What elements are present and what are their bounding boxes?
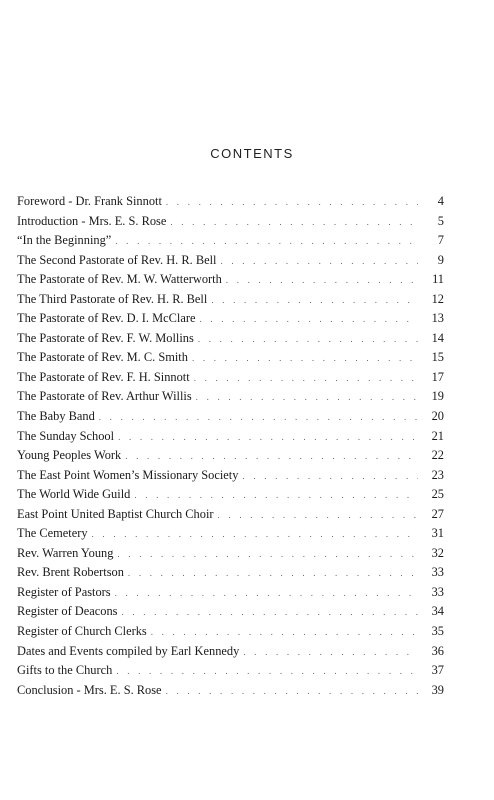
toc-entry xyxy=(17,602,444,622)
dot-leader xyxy=(166,682,418,702)
toc-entry-title: “In the Beginning” xyxy=(17,233,112,248)
dot-leader xyxy=(242,467,418,487)
toc-entry-title: Register of Church Clerks xyxy=(17,624,147,639)
toc-entry-title: Gifts to the Church xyxy=(17,663,113,678)
toc-entry xyxy=(17,329,444,349)
toc-entry-page-number: 36 xyxy=(431,643,444,658)
dot-leader xyxy=(115,584,418,604)
dot-leader xyxy=(115,232,418,252)
toc-entry-page-number: 15 xyxy=(431,350,444,365)
dot-leader xyxy=(226,271,418,291)
toc-entry-page-number: 13 xyxy=(431,311,444,326)
toc-entry xyxy=(17,387,444,407)
toc-entry xyxy=(17,231,444,251)
toc-entry xyxy=(17,251,444,271)
dot-leader xyxy=(192,349,418,369)
toc-entry-page-number: 21 xyxy=(431,428,444,443)
toc-entry xyxy=(17,661,444,681)
toc-entry-title: Young Peoples Work xyxy=(17,448,122,463)
toc-entry-page-number: 14 xyxy=(431,330,444,345)
toc-entry-title: The Pastorate of Rev. M. W. Watterworth xyxy=(17,272,222,287)
toc-entry-title: The Pastorate of Rev. F. W. Mollins xyxy=(17,330,194,345)
toc-entry xyxy=(17,583,444,603)
toc-entry-title: Rev. Warren Young xyxy=(17,545,114,560)
dot-leader xyxy=(199,310,418,330)
toc-entry xyxy=(17,563,444,583)
toc-entry-title: The World Wide Guild xyxy=(17,487,131,502)
toc-entry-title: Rev. Brent Robertson xyxy=(17,565,124,580)
toc-entry-title: Introduction - Mrs. E. S. Rose xyxy=(17,213,167,228)
toc-entry xyxy=(17,642,444,662)
dot-leader xyxy=(218,506,418,526)
toc-entry-title: The Cemetery xyxy=(17,526,88,541)
toc-entry-page-number: 35 xyxy=(431,624,444,639)
toc-entry xyxy=(17,427,444,447)
toc-entry xyxy=(17,270,444,290)
toc-entry-page-number: 19 xyxy=(431,389,444,404)
toc-entry-page-number: 37 xyxy=(431,663,444,678)
toc-entry-page-number: 9 xyxy=(437,252,444,267)
toc-entry xyxy=(17,290,444,310)
toc-entry-page-number: 32 xyxy=(431,545,444,560)
toc-entry-page-number: 22 xyxy=(431,448,444,463)
toc-entry xyxy=(17,544,444,564)
dot-leader xyxy=(198,330,418,350)
toc-entry-title: The Second Pastorate of Rev. H. R. Bell xyxy=(17,252,217,267)
toc-entry-title: The Baby Band xyxy=(17,409,95,424)
toc-entry-title: The Pastorate of Rev. F. H. Sinnott xyxy=(17,369,190,384)
toc-entry-page-number: 39 xyxy=(431,682,444,697)
toc-entry-page-number: 17 xyxy=(431,369,444,384)
toc-entry-page-number: 7 xyxy=(437,233,444,248)
toc-entry-page-number: 4 xyxy=(437,194,444,208)
toc-entry-page-number: 23 xyxy=(431,467,444,482)
toc-entry-title: The Pastorate of Rev. Arthur Willis xyxy=(17,389,192,404)
toc-entry-title: The Third Pastorate of Rev. H. R. Bell xyxy=(17,291,208,306)
toc-entry xyxy=(17,368,444,388)
toc-entry-title: Register of Pastors xyxy=(17,584,111,599)
toc-entry-page-number: 5 xyxy=(437,213,444,228)
toc-entry xyxy=(17,622,444,642)
toc-entry xyxy=(17,309,444,329)
toc-entry-page-number: 25 xyxy=(431,487,444,502)
toc-entry xyxy=(17,505,444,525)
toc-entry xyxy=(17,524,444,544)
dot-leader xyxy=(211,291,418,311)
toc-entry-title: The Sunday School xyxy=(17,428,115,443)
toc-entry-page-number: 31 xyxy=(431,526,444,541)
toc-entry-title: East Point United Baptist Church Choir xyxy=(17,506,214,521)
dot-leader xyxy=(220,252,418,272)
dot-leader xyxy=(117,545,418,565)
toc-entry-title: The Pastorate of Rev. D. I. McClare xyxy=(17,311,196,326)
toc-entry-title: The East Point Women’s Missionary Society xyxy=(17,467,239,482)
toc-entry xyxy=(17,485,444,505)
dot-leader xyxy=(99,408,418,428)
toc-entry xyxy=(17,192,444,212)
toc-entry xyxy=(17,446,444,466)
dot-leader xyxy=(134,486,418,506)
dot-leader xyxy=(151,623,418,643)
dot-leader xyxy=(116,662,418,682)
toc-entry-page-number: 20 xyxy=(431,409,444,424)
toc-entry-title: Dates and Events compiled by Earl Kennedy xyxy=(17,643,240,658)
toc-entry-title: Register of Deacons xyxy=(17,604,118,619)
contents-heading: CONTENTS xyxy=(210,146,294,161)
toc-entry-page-number: 12 xyxy=(431,291,444,306)
toc-entry-page-number: 34 xyxy=(431,604,444,619)
toc-entry xyxy=(17,466,444,486)
dot-leader xyxy=(194,369,418,389)
toc-entry xyxy=(17,681,444,701)
toc-entry-page-number: 33 xyxy=(431,565,444,580)
toc-entry xyxy=(17,407,444,427)
toc-entry-page-number: 11 xyxy=(432,272,444,287)
table-of-contents xyxy=(17,192,444,700)
toc-entry xyxy=(17,348,444,368)
dot-leader xyxy=(170,213,418,233)
toc-entry-title: The Pastorate of Rev. M. C. Smith xyxy=(17,350,188,365)
dot-leader xyxy=(196,388,418,408)
dot-leader xyxy=(92,525,418,545)
toc-entry-title: Foreword - Dr. Frank Sinnott xyxy=(17,194,162,208)
dot-leader xyxy=(166,193,418,213)
dot-leader xyxy=(128,564,418,584)
toc-entry-page-number: 33 xyxy=(431,584,444,599)
dot-leader xyxy=(125,447,418,467)
dot-leader xyxy=(243,643,418,663)
toc-entry xyxy=(17,212,444,232)
dot-leader xyxy=(118,428,418,448)
toc-entry-page-number: 27 xyxy=(431,506,444,521)
toc-entry-title: Conclusion - Mrs. E. S. Rose xyxy=(17,682,162,697)
dot-leader xyxy=(121,603,418,623)
